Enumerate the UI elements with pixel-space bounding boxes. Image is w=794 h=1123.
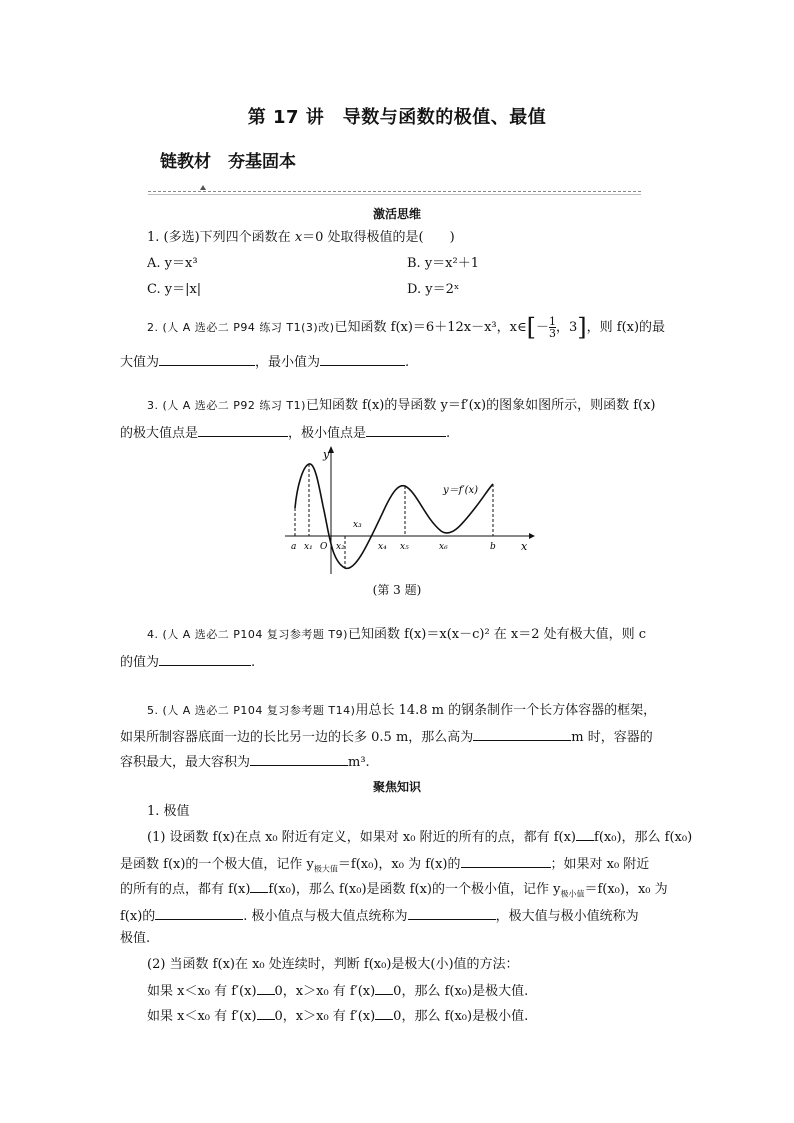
k1-blank-ineq2[interactable] xyxy=(250,881,268,893)
q1-option-d: D. y＝2ˣ xyxy=(407,282,460,297)
q3-source: 3. (人 A 选必二 P92 练习 T1) xyxy=(147,399,306,412)
q2-line2: 大值为 ，最小值为 . xyxy=(120,355,410,370)
divider-solid xyxy=(148,194,641,195)
k1-para2: 是函数 f(x)的一个极大值，记作 $y_{极大值}=f(x_0)$，x₀ 为 f(x)的 ；如果对 x₀ 附近 xyxy=(120,857,650,874)
k1-blank-min-point[interactable] xyxy=(155,907,243,920)
q2-blank-min[interactable] xyxy=(320,353,405,366)
q4-line2: 的值为 . xyxy=(120,655,256,670)
k1-para5: 极值. xyxy=(120,931,151,946)
tick-label-b: b xyxy=(490,542,496,552)
k1-blank-sign3[interactable] xyxy=(257,1008,275,1020)
tick-label-a: a xyxy=(291,542,297,552)
k1-para1: (1) 设函数 f(x)在点 x₀ 附近有定义，如果对 x₀ 附近的所有的点，都有 f(x) f(x₀)，那么 f(x₀) xyxy=(147,830,693,845)
tick-label-x1: x₁ xyxy=(304,542,313,552)
x-axis-arrow-icon xyxy=(529,533,535,539)
q5-source: 5. (人 A 选必二 P104 复习参考题 T14) xyxy=(147,704,356,717)
k1-blank-sign1[interactable] xyxy=(257,983,275,995)
q4-blank-c[interactable] xyxy=(159,653,251,666)
q5-line1: 5. (人 A 选必二 P104 复习参考题 T14)用总长 14.8 m 的钢条制作一个长方体容器的框架， xyxy=(147,703,657,718)
k1-blank-ineq1[interactable] xyxy=(576,829,594,841)
derivative-curve xyxy=(295,464,493,569)
q2-source: 2. (人 A 选必二 P94 练习 T1(3)改) xyxy=(147,321,335,334)
curve-label: y＝f′(x) xyxy=(443,485,479,496)
tick-label-x3: x₃ xyxy=(353,520,362,530)
q2-line1: 2. (人 A 选必二 P94 练习 T1(3)改)已知函数 f(x)＝6＋12x－x³，x∈[－ $\frac{1}{3}$ ，3]，则 f(x)的最 xyxy=(147,313,666,342)
k1-blank-sign4[interactable] xyxy=(375,1008,393,1020)
k1-blank-sign2[interactable] xyxy=(375,983,393,995)
figure-caption: (第 3 题) xyxy=(372,583,422,597)
k1-para4: f(x)的 . 极小值点与极大值点统称为 ，极大值与极小值统称为 xyxy=(120,909,639,924)
q1-option-c: C. y＝|x| xyxy=(147,282,202,297)
q5-blank-height[interactable] xyxy=(473,728,571,741)
divider-dashed xyxy=(148,191,641,192)
tick-label-x4: x₄ xyxy=(378,542,387,552)
tick-label-origin: O xyxy=(320,542,328,552)
x-axis-label: x xyxy=(521,540,528,553)
q3-line1: 3. (人 A 选必二 P92 练习 T1)已知函数 f(x)的导函数 y＝f′(x)的图象如图所示，则函数 f(x) xyxy=(147,398,656,413)
subhead-activate-thinking: 激活思维 xyxy=(372,207,421,221)
page-title: 第 17 讲 导数与函数的极值、最值 xyxy=(247,107,547,128)
q3-blank-max-point[interactable] xyxy=(198,424,288,437)
k1-para7: 如果 x＜x₀ 有 f′(x) 0，x＞x₀ 有 f′(x) 0，那么 f(x₀)是极大值. xyxy=(147,984,529,999)
k1-para6: (2) 当函数 f(x)在 x₀ 处连续时，判断 f(x₀)是极大(小)值的方法： xyxy=(147,957,519,972)
tick-label-x6: x₆ xyxy=(439,542,448,552)
q1-stem: 1. (多选)下列四个函数在 x＝0 处取得极值的是( ) xyxy=(147,230,455,245)
q5-blank-volume[interactable] xyxy=(250,753,348,766)
k1-blank-max-point[interactable] xyxy=(461,855,551,868)
tick-label-x2: x₂ xyxy=(336,542,345,552)
k1-para8: 如果 x＜x₀ 有 f′(x) 0，x＞x₀ 有 f′(x) 0，那么 f(x₀)是极小值. xyxy=(147,1009,529,1024)
q4-line1: 4. (人 A 选必二 P104 复习参考题 T9)已知函数 f(x)＝x(x－c)² 在 x＝2 处有极大值，则 c xyxy=(147,627,647,642)
k1-heading: 1. 极值 xyxy=(147,804,190,819)
q3-blank-min-point[interactable] xyxy=(366,424,446,437)
k1-blank-extreme-point[interactable] xyxy=(408,907,496,920)
q2-fraction: $\frac{1}{3}$ xyxy=(548,315,556,340)
tick-label-x5: x₅ xyxy=(400,542,409,552)
q1-option-a: A. y＝x³ xyxy=(147,256,198,271)
k1-para3: 的所有的点，都有 f(x) f(x₀)，那么 f(x₀)是函数 f(x)的一个极小值，记作 $y_{极小值}=f(x_0)$，x₀ 为 xyxy=(120,882,668,899)
q3-line2: 的极大值点是 ，极小值点是 . xyxy=(120,426,451,441)
section-heading: 链教材 夯基固本 xyxy=(160,152,296,172)
q5-line2: 如果所制容器底面一边的长比另一边的长多 0.5 m，那么高为 m 时，容器的 xyxy=(120,730,653,745)
q1-option-b: B. y＝x²＋1 xyxy=(407,256,479,271)
q3-derivative-graph xyxy=(285,446,535,576)
subhead-focus-knowledge: 聚焦知识 xyxy=(372,780,421,794)
triangle-marker-icon xyxy=(200,185,206,190)
q4-source: 4. (人 A 选必二 P104 复习参考题 T9) xyxy=(147,628,348,641)
q2-blank-max[interactable] xyxy=(159,353,255,366)
y-axis-label: y xyxy=(323,448,330,461)
q5-line3: 容积最大，最大容积为 m³. xyxy=(120,755,370,770)
